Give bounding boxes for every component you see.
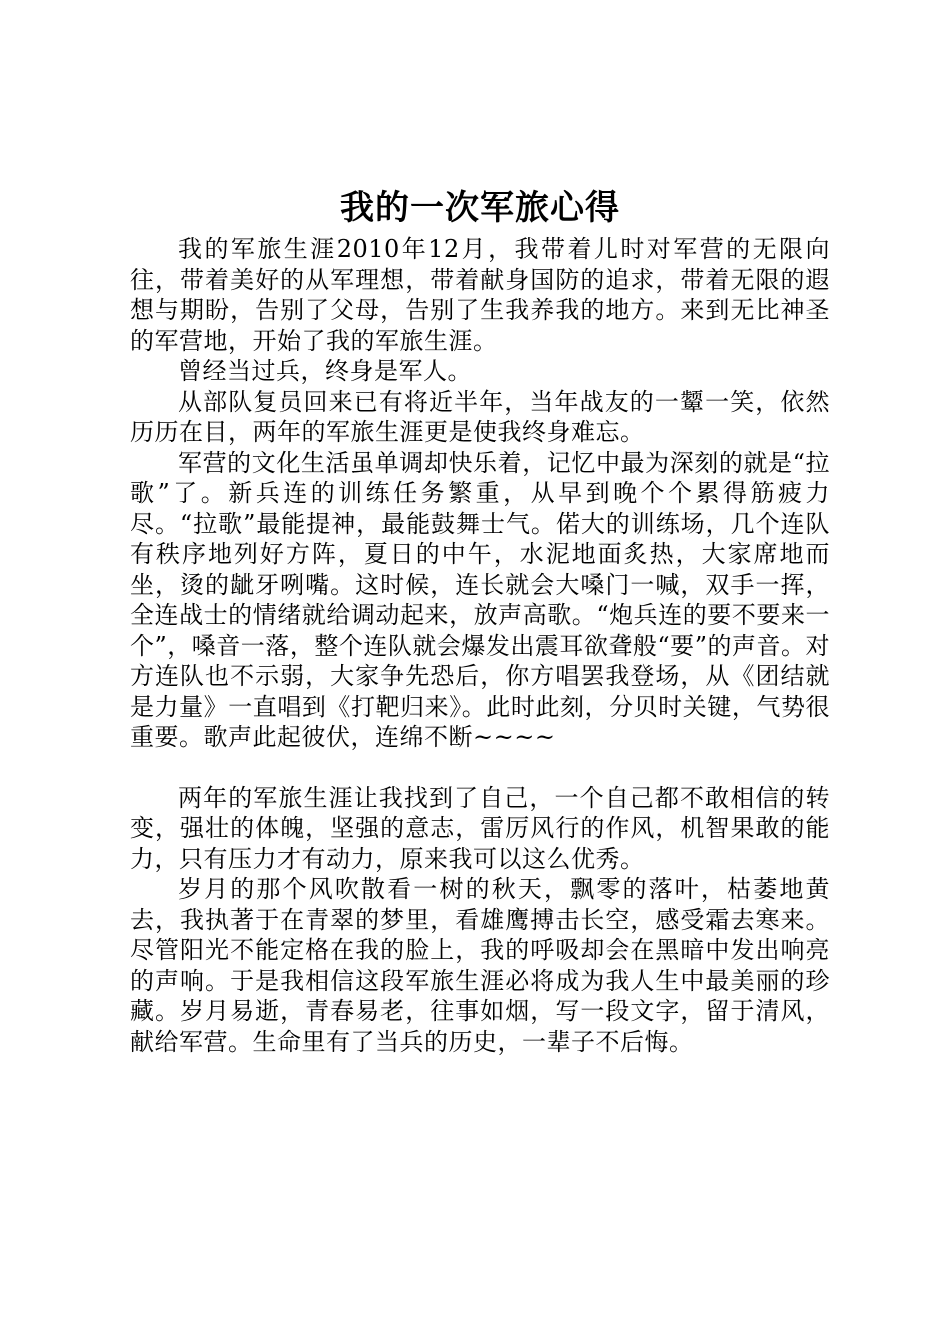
paragraph-4: 军营的文化生活虽单调却快乐着，记忆中最为深刻的就是“拉歌”了。新兵连的训练任务繁重，从早到晚个个累得筋疲力尽。“拉歌”最能提神，最能鼓舞士气。偌大的训练场，几个连队有秩序地列好方阵，夏日的中午，水泥地面炙热，大家席地而坐，烫的龇牙咧嘴。这时候，连长就会大嗓门一喊，双手一挥，全连战士的情绪就给调动起来，放声高歌。“炮兵连的要不要来一个”，嗓音一落，整个连队就会爆发出震耳欲聋般“要”的声音。对方连队也不示弱，大家争先恐后，你方唱罢我登场，从《团结就是力量》一直唱到《打靶归来》。此时此刻，分贝时关键，气势很重要。歌声此起彼伏，连绵不断~~~~ <box>130 448 830 751</box>
paragraph-3: 从部队复员回来已有将近半年，当年战友的一颦一笑，依然历历在目，两年的军旅生涯更是使我终身难忘。 <box>130 387 830 446</box>
paragraph-2: 曾经当过兵，终身是军人。 <box>178 357 472 385</box>
paragraph-1: 我的军旅生涯2010年12月，我带着儿时对军营的无限向往，带着美好的从军理想，带着献身国防的追求，带着无限的遐想与期盼，告别了父母，告别了生我养我的地方。来到无比神圣的军营地，开始了我的军旅生涯。 <box>130 235 830 355</box>
paragraph-5: 两年的军旅生涯让我找到了自己，一个自己都不敢相信的转变，强壮的体魄，坚强的意志，雷厉风行的作风，机智果敢的能力，只有压力才有动力，原来我可以这么优秀。 <box>130 783 830 873</box>
paragraph-6: 岁月的那个风吹散看一树的秋天，飘零的落叶，枯萎地黄去，我执著于在青翠的梦里，看雄鹰搏击长空，感受霜去寒来。尽管阳光不能定格在我的脸上，我的呼吸却会在黑暗中发出响亮的声响。于是我相信这段军旅生涯必将成为我人生中最美丽的珍藏。岁月易逝，青春易老，往事如烟，写一段文字，留于清风，献给军营。生命里有了当兵的历史，一辈子不后悔。 <box>130 875 830 1056</box>
document-title: 我的一次军旅心得 <box>340 188 620 228</box>
document-page <box>130 184 830 1057</box>
